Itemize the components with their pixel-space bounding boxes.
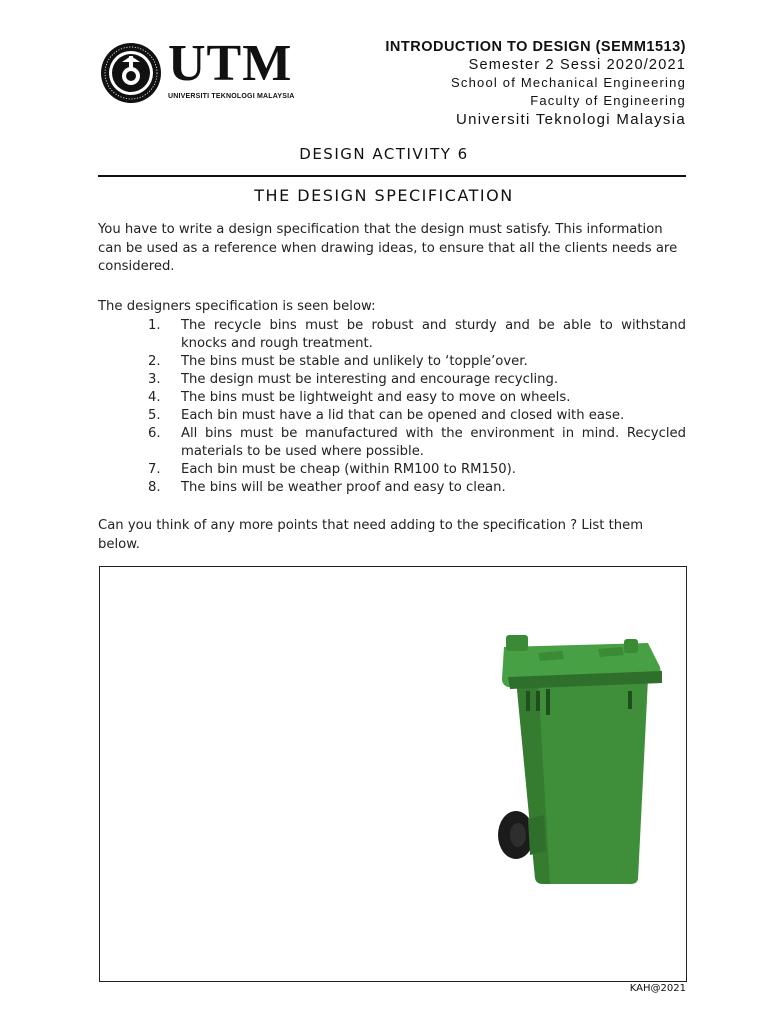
spec-item-number: 8. [148,480,161,495]
spec-item [98,461,686,479]
university-line: Universiti Teknologi Malaysia [455,111,686,128]
semester-line: Semester 2 Sessi 2020/2021 [468,57,686,73]
spec-item-number: 5. [148,408,161,423]
university-seal-icon [100,42,162,104]
spec-item [98,353,686,371]
section-title: THE DESIGN SPECIFICATION [254,186,514,205]
spec-item-text: All bins must be manufactured with the environment in mind. Recycled materials to be used where possible. [181,426,686,459]
utm-wordmark-subtitle: UNIVERSITI TEKNOLOGI MALAYSIA [168,93,295,100]
spec-item [98,479,686,497]
spec-item [98,317,686,353]
document-header [385,38,686,129]
course-title: INTRODUCTION TO DESIGN (SEMM1513) [385,39,686,55]
spec-item-number: 6. [148,426,161,441]
school-line: School of Mechanical Engineering [451,75,686,90]
spec-item-text: The bins will be weather proof and easy to clean. [181,480,506,495]
spec-item-text: The bins must be stable and unlikely to ‘topple’over. [181,354,528,369]
spec-item-text: Each bin must be cheap (within RM100 to RM150). [181,462,516,477]
spec-item [98,407,686,425]
spec-item [98,389,686,407]
bin-handle [506,635,528,651]
question-paragraph: Can you think of any more points that need adding to the specification ? List them below. [98,518,644,552]
intro-paragraph: You have to write a design specification that the design must satisfy. This information can be used as a reference when drawing ideas, to ensure that all the clients needs are considered. [98,222,678,274]
spec-item-number: 4. [148,390,161,405]
spec-item-text: Each bin must have a lid that can be opened and closed with ease. [181,408,625,423]
answer-box[interactable] [99,566,687,982]
list-lead: The designers specification is seen below: [98,299,376,314]
title-divider [98,175,686,177]
spec-item-number: 7. [148,462,161,477]
spec-item-text: The recycle bins must be robust and sturdy and be able to withstand knocks and rough treatment. [181,318,686,351]
spec-item [98,425,686,461]
spec-item-number: 2. [148,354,161,369]
utm-wordmark: UTM [168,35,293,92]
footer-credit: KAH@2021 [629,983,686,994]
spec-item-text: The bins must be lightweight and easy to move on wheels. [181,390,571,405]
activity-title: DESIGN ACTIVITY 6 [299,145,469,163]
spec-item-text: The design must be interesting and encourage recycling. [181,372,559,387]
wheelie-bin-image [498,629,668,889]
utm-logo [100,35,295,108]
spec-item [98,371,686,389]
specification-list [98,317,686,497]
faculty-line: Faculty of Engineering [530,93,686,108]
spec-item-number: 3. [148,372,161,387]
spec-item-number: 1. [148,318,161,333]
